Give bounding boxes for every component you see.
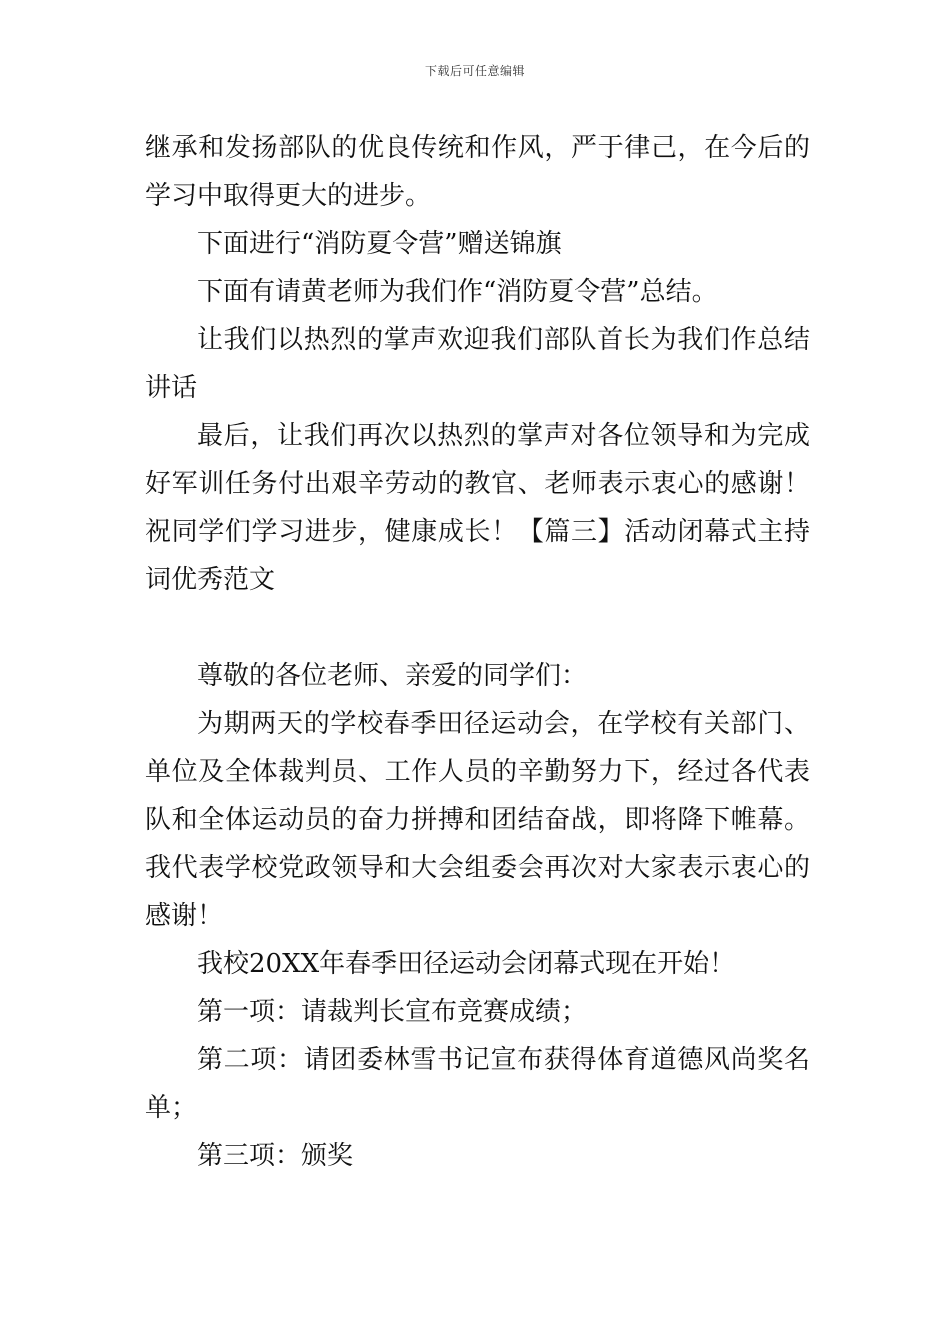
section-spacer bbox=[145, 604, 810, 652]
paragraph-closing-thanks: 最后，让我们再次以热烈的掌声对各位领导和为完成好军训任务付出艰辛劳动的教官、老师表示衷心的感谢！祝同学们学习进步，健康成长！【篇三】活动闭幕式主持词优秀范文 bbox=[145, 421, 810, 595]
paragraph-summary-invitation: 下面有请黄老师为我们作“消防夏令营”总结。 bbox=[197, 277, 718, 307]
page-header: 下载后可任意编辑 bbox=[424, 64, 525, 78]
paragraph-continuation: 继承和发扬部队的优良传统和作风，严于律己，在今后的学习中取得更大的进步。 bbox=[145, 133, 810, 211]
agenda-item-1: 第一项：请裁判长宣布竞赛成绩； bbox=[197, 997, 588, 1027]
paragraph-commander-speech: 让我们以热烈的掌声欢迎我们部队首长为我们作总结讲话 bbox=[145, 325, 810, 403]
paragraph-banner-presentation: 下面进行“消防夏令营”赠送锦旗 bbox=[197, 229, 562, 259]
paragraph-salutation: 尊敬的各位老师、亲爱的同学们： bbox=[197, 661, 588, 691]
document-body bbox=[145, 124, 810, 1180]
agenda-item-3: 第三项：颁奖 bbox=[197, 1141, 354, 1171]
paragraph-ceremony-start: 我校20XX年春季田径运动会闭幕式现在开始！ bbox=[197, 949, 736, 979]
agenda-item-2: 第二项：请团委林雪书记宣布获得体育道德风尚奖名单； bbox=[145, 1045, 810, 1123]
paragraph-opening-remarks: 为期两天的学校春季田径运动会，在学校有关部门、单位及全体裁判员、工作人员的辛勤努力下，经过各代表队和全体运动员的奋力拼搏和团结奋战，即将降下帷幕。我代表学校党政领导和大会组委会再次对大家表示衷心的感谢！ bbox=[145, 709, 810, 931]
